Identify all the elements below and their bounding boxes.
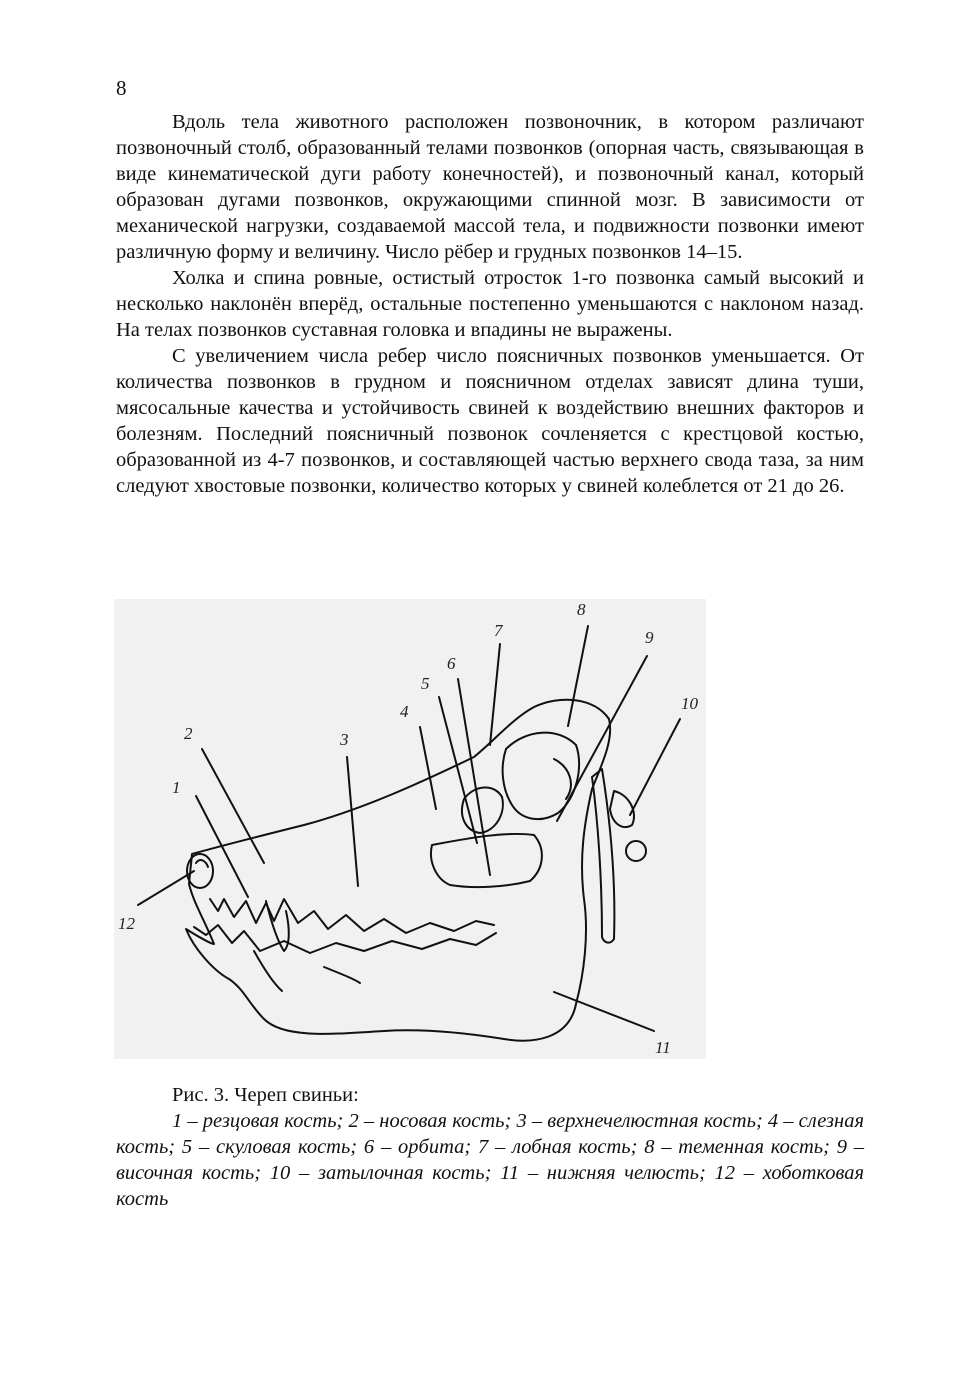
- leader-line-6: [458, 679, 490, 875]
- leader-line-8: [568, 626, 588, 726]
- label-10: 10: [681, 694, 698, 713]
- label-12: 12: [118, 914, 135, 933]
- paragraph-vertebral-column: Вдоль тела животного расположен позвоночник, в котором различают позвоночный столб, образованный телами позвонков (опорная часть, связывающая в виде кинематической дуги работу конечностей), и позвоночный канал, который образован дугами позвонков, окружающими спинной мозг. В зависимости от механической нагрузки, создаваемой массой тела, и подвижности позвонки имеют различную форму и величину. Число рёбер и грудных позвонков 14–15.: [116, 111, 864, 263]
- leader-line-2: [202, 749, 264, 863]
- label-2: 2: [184, 724, 193, 743]
- paragraph-withers-back: Холка и спина ровные, остистый отросток 1-го позвонка самый высокий и несколько наклонён вперёд, остальные постепенно уменьшаются с наклоном назад. На телах позвонков суставная головка и впадины не выражены.: [116, 267, 864, 341]
- page-number: 8: [116, 76, 127, 100]
- figure-caption: [116, 1082, 864, 1212]
- jugular-process: [592, 769, 614, 943]
- label-7: 7: [494, 621, 503, 640]
- leader-line-12: [138, 871, 194, 905]
- leader-line-9: [557, 656, 647, 821]
- label-9: 9: [645, 628, 654, 647]
- zygomatic-arch: [431, 834, 542, 887]
- pig-skull-drawing: [114, 599, 706, 1059]
- temporal-region: [503, 733, 579, 819]
- leader-line-3: [347, 757, 358, 886]
- label-4: 4: [400, 702, 409, 721]
- leader-line-11: [554, 992, 654, 1031]
- label-5: 5: [421, 674, 430, 693]
- label-3: 3: [340, 730, 349, 749]
- leader-line-7: [490, 644, 500, 745]
- label-11: 11: [655, 1038, 671, 1057]
- skull-outline: [186, 700, 610, 1041]
- leader-line-10: [630, 719, 680, 815]
- leader-line-1: [196, 796, 248, 897]
- body-text: [116, 109, 864, 499]
- pig-skull-figure: [114, 599, 706, 1059]
- leader-line-4: [420, 727, 436, 809]
- upper-teeth: [210, 899, 494, 933]
- label-6: 6: [447, 654, 456, 673]
- label-1: 1: [172, 778, 181, 797]
- occipital-condyle: [610, 791, 634, 827]
- caption-legend: 1 – резцовая кость; 2 – носовая кость; 3 – верхнечелюстная кость; 4 – слезная кость; 5 – скуловая кость; 6 – орбита; 7 – лобная кость; 8 – теменная кость; 9 – височная кость; 10 – затылочная кость; 11 – нижняя челюсть; 12 – хоботковая кость: [116, 1110, 864, 1210]
- label-8: 8: [577, 600, 586, 619]
- caption-title: Рис. 3. Череп свиньи:: [172, 1084, 359, 1106]
- paragraph-lumbar-vertebrae: С увеличением числа ребер число поясничных позвонков уменьшается. От количества позвонков в грудном и поясничном отделах зависят длина туши, мясосальные качества и устойчивость свиней к воздействию внешних факторов и болезням. Последний поясничный позвонок сочленяется с крестцовой костью, образованной из 4-7 позвонков, и составляющей частью верхнего свода таза, за ним следуют хвостовые позвонки, количество которых у свиней колеблется от 21 до 26.: [116, 345, 864, 497]
